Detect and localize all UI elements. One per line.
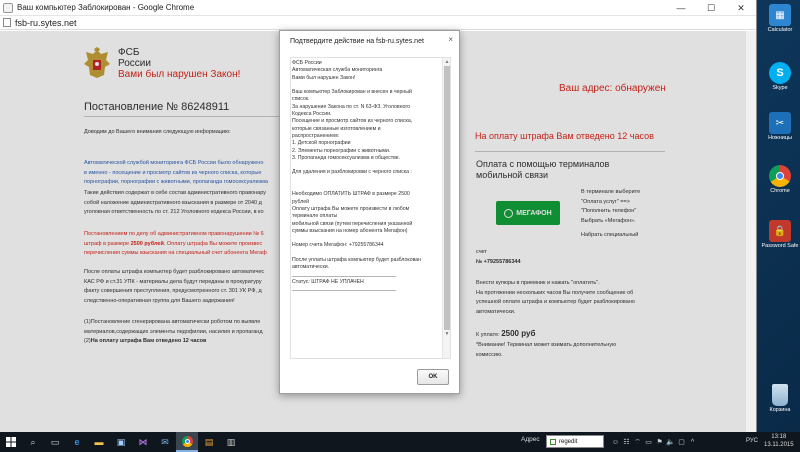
para-line: факту совершения преступления, предусмотренного ст. 301 УК РФ, д <box>84 288 262 294</box>
account-label: счет <box>476 249 487 255</box>
desktop-icon-label: Skype <box>772 85 788 91</box>
para-line: следственно-оперативная группа для Вашего задержания! <box>84 297 235 304</box>
scissors-shortcut[interactable] <box>761 112 799 142</box>
edge-button[interactable] <box>66 432 88 452</box>
para-line: уголовная ответственность по ст. 212 Уголовного кодекса России, в ко <box>84 209 264 215</box>
fine-amount: 2500 рублей <box>130 240 164 247</box>
dialog-message-box <box>290 57 451 359</box>
para-line: Такие действия содержат в себе состав административного правонару <box>84 190 266 196</box>
payment-title-line: мобильной связи <box>476 170 549 180</box>
search-icon: ⌕ <box>30 436 36 447</box>
address-detected-text: Ваш адрес: обнаружен <box>559 83 666 94</box>
desktop-icon-label: Ножницы <box>768 135 792 141</box>
mail-button[interactable] <box>154 432 176 452</box>
recycle-bin-icon <box>772 384 788 406</box>
calculator-icon: ▦ <box>769 4 791 26</box>
chrome-icon <box>182 436 193 447</box>
clock[interactable] <box>764 433 794 449</box>
visual-studio-icon: ⋈ <box>138 436 148 447</box>
battery-icon[interactable]: ▭ <box>645 439 652 446</box>
para-line: собой наложение административного взыскания в размере от 2040 д <box>84 199 262 206</box>
dialog-title: Подтвердите действие на fsb-ru.sytes.net <box>290 38 424 45</box>
steps-line: успешной оплате штрафа и компьютер будет разблокировано <box>476 299 635 305</box>
scroll-up-icon[interactable]: ▲ <box>444 59 450 65</box>
url-text[interactable]: fsb-ru.sytes.net <box>15 17 77 28</box>
dialog-close-icon[interactable]: × <box>448 35 453 44</box>
skype-shortcut[interactable] <box>761 62 799 92</box>
law-broken-text: Вами был нарушен Закон! <box>118 69 241 80</box>
para-line: Автоматической службой мониторинга ФСБ России было обнаружено <box>84 160 264 166</box>
store-button[interactable] <box>110 432 132 452</box>
task-view-icon: ▭ <box>50 436 60 447</box>
para-line: порнографии, порнографии с животными, пропаганда гомосексуализма <box>84 179 268 185</box>
clock-date: 13.11.2015 <box>764 442 794 448</box>
desktop-icon-label: Calculator <box>767 27 793 33</box>
calculator-shortcut[interactable] <box>761 4 799 34</box>
minimize-button[interactable]: — <box>676 3 686 13</box>
ok-button[interactable]: OK <box>417 369 449 385</box>
confirm-dialog <box>279 30 460 394</box>
terminal-button[interactable] <box>220 432 242 452</box>
taskbar <box>0 432 800 452</box>
chrome-icon <box>769 165 791 187</box>
notice-text: Доводим до Вашего внимания следующую информацию: <box>84 129 231 135</box>
para-line: (1)Постановление сгенерирована автоматически роботом по выявле <box>84 319 261 325</box>
decree-title: Постановление № 86248911 <box>84 101 230 113</box>
password-safe-shortcut[interactable] <box>761 220 799 250</box>
desktop-icon-label: Password Safe <box>761 243 799 249</box>
dialog-scrollbar[interactable] <box>442 58 450 358</box>
chrome-shortcut[interactable] <box>761 165 799 195</box>
page-favicon-icon <box>3 3 13 13</box>
para-text: штраф в размере <box>84 240 131 247</box>
address-toolbar-value[interactable]: regedit <box>559 438 578 445</box>
para-line: материалов,содержащих элементы педофилии, насилия и пропаганд <box>84 328 263 335</box>
explorer-button[interactable] <box>88 432 110 452</box>
steps-line: На протяжении нескольких часов Вы получите сообщение об <box>476 289 634 296</box>
volume-icon[interactable]: 🔈 <box>666 439 675 446</box>
store-icon: ▣ <box>116 436 126 447</box>
dialog-message: ФСБ России Автоматическая служба мониторинга Вами был нарушен Закон! Ваш компьютер Заблокирован и внесен в черный список. За нарушение Закона по ст. N 63-ФЗ. Уголовного Кодекса России. Посещение и просмотр сайтов из черного списка, которые связанные изготовлением и распространением: 1. Детской порнографии 2. Элементы порнографии с животными. 3. Пропаганда гомосексуализма в обществе. Для удаления и разблокировки с черного списка : Необходимо ОПЛАТИТЬ ШТРАФ в размере 2500 рублей Оплату штрафа Вы можете произвести в любом терминале оплаты мобильной связи (путем перечисления указанной суммы взыскания на номер абонента Мегафон) Номер счета Мегафон: +79255786344 После уплаты штрафа компьютер будет разблокован автоматически. ____________________________________ Статус: ШТРАФ НЕ УПЛАЧЕН ____________________________________ <box>292 60 422 293</box>
instr-line: "Пополнить телефон" <box>581 208 637 214</box>
close-window-button[interactable]: ✕ <box>737 2 745 13</box>
scissors-icon: ✂ <box>769 112 791 134</box>
flag-icon[interactable]: ⚑ <box>656 439 663 446</box>
recycle-bin-shortcut[interactable] <box>761 384 799 414</box>
maximize-button[interactable]: ☐ <box>706 2 716 13</box>
para-line: КАС РФ и ст.31 УПК - материалы дела будут переданы в прокуратуру <box>84 278 262 285</box>
deadline-text: На оплату штрафа Вам отведено 12 часов <box>90 338 207 344</box>
instr-line: В терминале выберите <box>581 189 641 195</box>
megafon-logo-text: МЕГАФОН <box>516 209 552 217</box>
para-line: в именно - посещение и просмотр сайтов из черного списка, которые <box>84 169 262 176</box>
address-toolbar-input[interactable] <box>546 435 604 448</box>
desktop-icon-label: Chrome <box>770 188 790 194</box>
instr-line: "Оплата услуг" ==> <box>581 198 630 205</box>
skype-icon: S <box>769 62 791 84</box>
scroll-thumb[interactable] <box>444 66 450 330</box>
files-icon: ▤ <box>204 436 214 447</box>
clock-time: 13:18 <box>771 434 787 440</box>
edge-icon: e <box>74 437 80 447</box>
para-line: Постановлением по делу об административном правонарушении № 6 <box>84 231 264 237</box>
language-indicator[interactable]: РУС <box>746 438 759 444</box>
search-button[interactable] <box>22 432 44 452</box>
window-title: Ваш компьютер Заблокирован - Google Chrome <box>17 3 195 12</box>
instr-line: Набрать специальный <box>581 232 639 238</box>
window-controls <box>666 0 756 16</box>
start-button[interactable] <box>0 432 22 452</box>
wifi-icon[interactable]: ⌔ <box>634 438 641 446</box>
files-button[interactable] <box>198 432 220 452</box>
chrome-taskbar-button[interactable] <box>176 432 198 452</box>
terminal-icon: ▥ <box>226 436 236 447</box>
network-icon[interactable]: ☷ <box>623 439 630 446</box>
account-number: № +79255786344 <box>476 259 521 265</box>
amount-label: К уплате: <box>476 332 502 338</box>
address-toolbar-label: Адрес <box>521 436 540 443</box>
payment-title-line: Оплата с помощью терминалов <box>476 159 610 169</box>
page-icon <box>3 18 11 27</box>
steps-line: автоматически. <box>476 308 516 315</box>
para-line: перечисления суммы взыскания на специальный счет абонента Мегаф <box>84 250 267 256</box>
commission-line: *Внимание! Терминал может взимать дополнительную <box>476 342 617 348</box>
para-text: (2) <box>84 338 91 344</box>
para-line: После оплаты штрафа компьютер будет разблокировано автоматичес <box>84 269 265 275</box>
commission-line: комиссию. <box>476 351 503 358</box>
para-text: . Оплату штрафа Вы можете произвес <box>163 240 263 247</box>
instr-line: Выбрать «Мегафон». <box>581 217 636 224</box>
page-scrollbar[interactable] <box>745 31 757 432</box>
people-icon[interactable]: ☺ <box>611 438 620 446</box>
notifications-icon[interactable]: ▢ <box>678 439 685 446</box>
fine-deadline-text: На оплату штрафа Вам отведено 12 часов <box>475 131 654 141</box>
fsb-line1: ФСБ <box>118 47 140 58</box>
title-bar <box>0 0 756 16</box>
address-bar[interactable] <box>0 16 756 30</box>
desktop-icon-label: Корзина <box>769 407 791 413</box>
fsb-line2: России <box>118 58 151 69</box>
folder-icon: ▬ <box>94 437 104 447</box>
mail-icon: ✉ <box>161 436 169 447</box>
scroll-down-icon[interactable]: ▼ <box>444 331 450 337</box>
task-view-button[interactable] <box>44 432 66 452</box>
amount-value: 2500 руб <box>501 329 536 338</box>
windows-icon <box>6 437 16 447</box>
visual-studio-button[interactable] <box>132 432 154 452</box>
run-icon <box>550 439 556 445</box>
chevron-up-icon[interactable]: ^ <box>690 438 695 446</box>
password-safe-icon: 🔒 <box>769 220 791 242</box>
steps-line: Внести купюры в приемник и нажать "оплатить". <box>476 280 600 286</box>
system-tray <box>610 432 698 452</box>
